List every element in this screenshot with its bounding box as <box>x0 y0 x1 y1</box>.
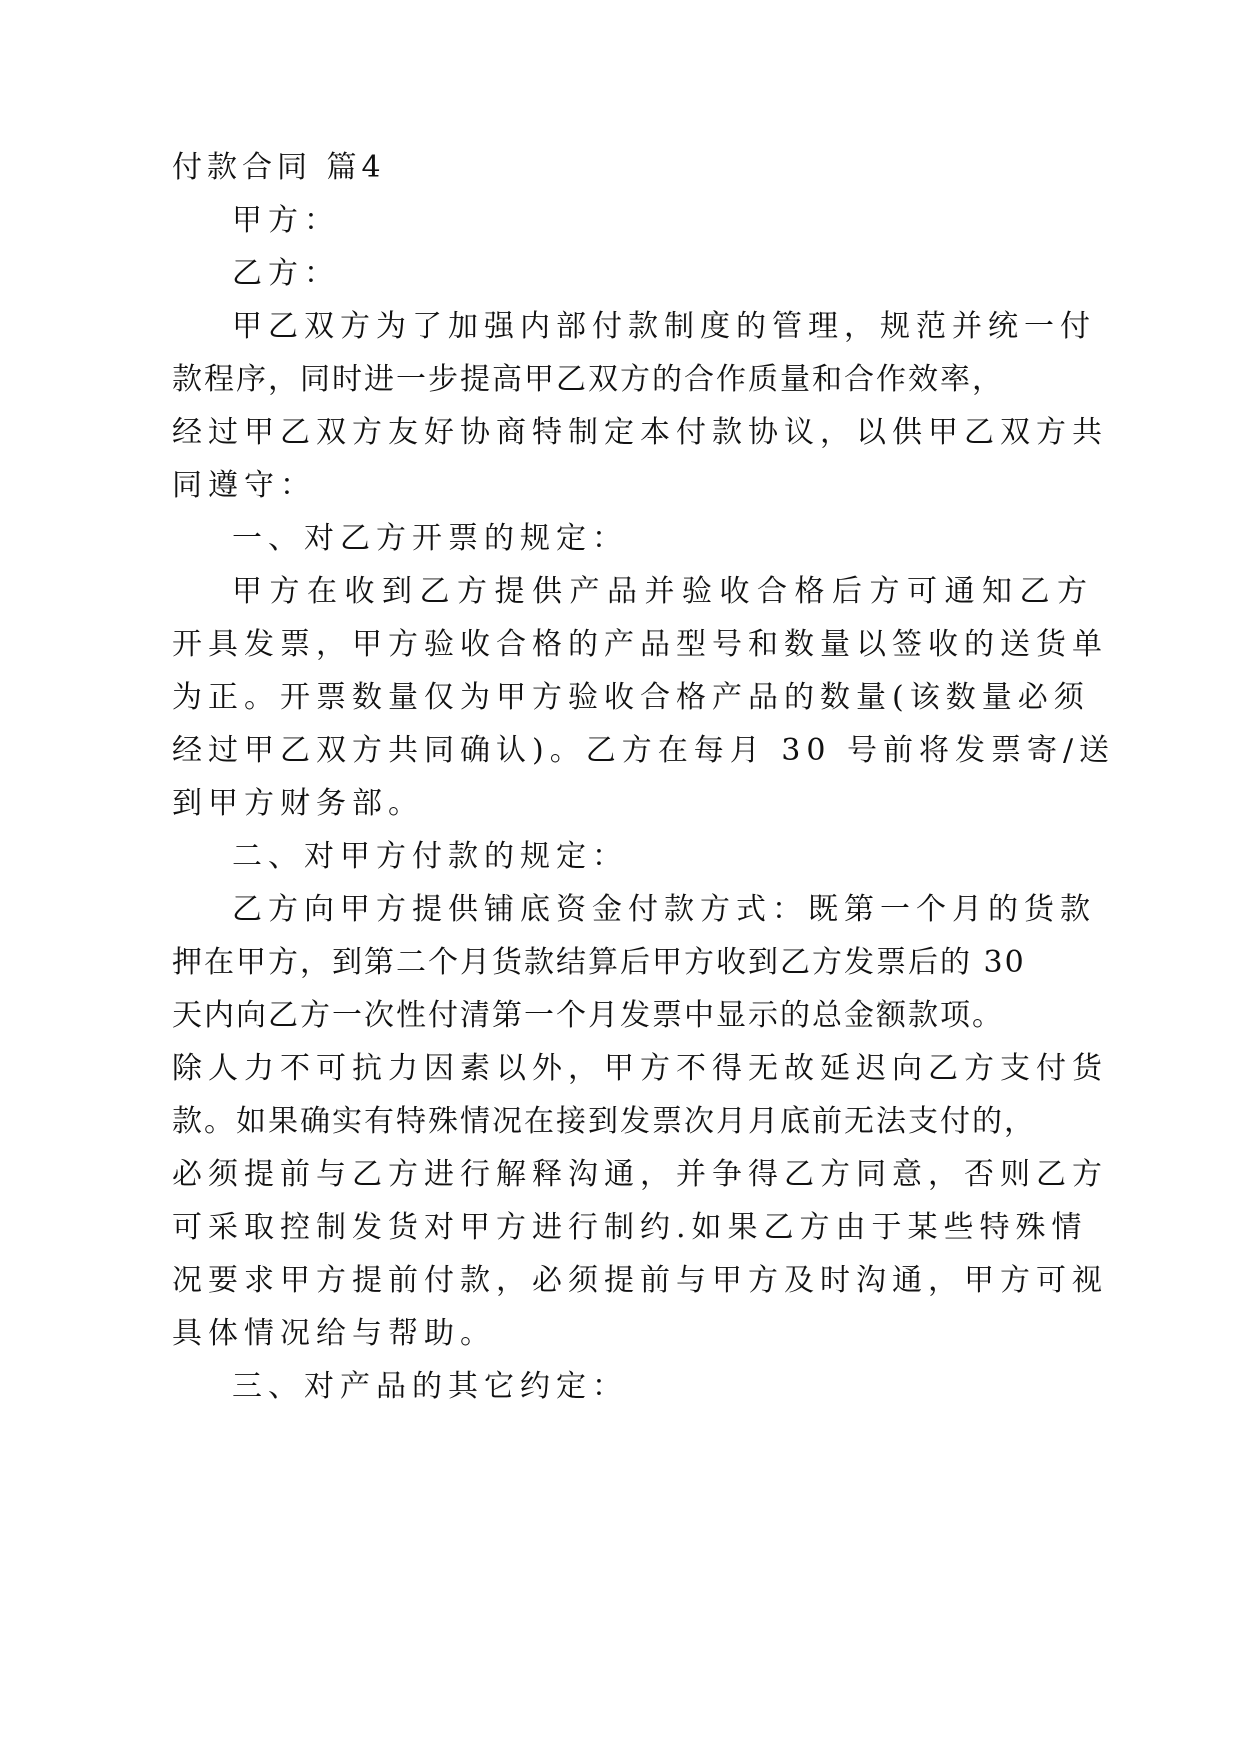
intro-text: 甲乙双方为了加强内部付款制度的管理，规范并统一付 <box>232 309 1096 344</box>
section-2-text: 天内向乙方一次性付清第一个月发票中显示的总金额款项。 <box>172 998 1004 1033</box>
section-2-text: 具体情况给与帮助。 <box>172 1316 496 1351</box>
section-1-text: 经过甲乙双方共同确认)。乙方在每月 30 号前将发票寄/送 <box>172 733 1116 768</box>
party-b-label: 乙方： <box>232 256 340 291</box>
intro-text: 款程序，同时进一步提高甲乙双方的合作质量和合作效率， <box>172 362 1004 397</box>
section-2-text: 可采取控制发货对甲方进行制约.如果乙方由于某些特殊情 <box>172 1210 1088 1245</box>
section-2-text: 乙方向甲方提供铺底资金付款方式：既第一个月的货款 <box>232 892 1096 927</box>
section-2-text: 押在甲方，到第二个月货款结算后甲方收到乙方发票后的 30 <box>172 945 1026 980</box>
section-2-text: 款。如果确实有特殊情况在接到发票次月月底前无法支付的， <box>172 1104 1036 1139</box>
intro-text: 同遵守： <box>172 468 316 503</box>
intro-text: 经过甲乙双方友好协商特制定本付款协议，以供甲乙双方共 <box>172 415 1108 450</box>
document-title-text: 付款合同 篇4 <box>172 150 386 185</box>
section-heading-text: 三、对产品的其它约定： <box>232 1369 628 1404</box>
section-1-text: 甲方在收到乙方提供产品并验收合格后方可通知乙方 <box>232 574 1095 609</box>
section-2-text: 除人力不可抗力因素以外，甲方不得无故延迟向乙方支付货 <box>172 1051 1108 1086</box>
section-1-text: 开具发票，甲方验收合格的产品型号和数量以签收的送货单 <box>172 627 1108 662</box>
section-heading-text: 一、对乙方开票的规定： <box>232 521 628 556</box>
party-a-label: 甲方： <box>232 203 340 238</box>
section-2-text: 必须提前与乙方进行解释沟通，并争得乙方同意，否则乙方 <box>172 1157 1108 1192</box>
section-1-text: 到甲方财务部。 <box>172 786 424 821</box>
section-heading-text: 二、对甲方付款的规定： <box>232 839 628 874</box>
section-2-text: 况要求甲方提前付款，必须提前与甲方及时沟通，甲方可视 <box>172 1263 1108 1298</box>
section-1-text: 为正。开票数量仅为甲方验收合格产品的数量(该数量必须 <box>172 680 1090 715</box>
